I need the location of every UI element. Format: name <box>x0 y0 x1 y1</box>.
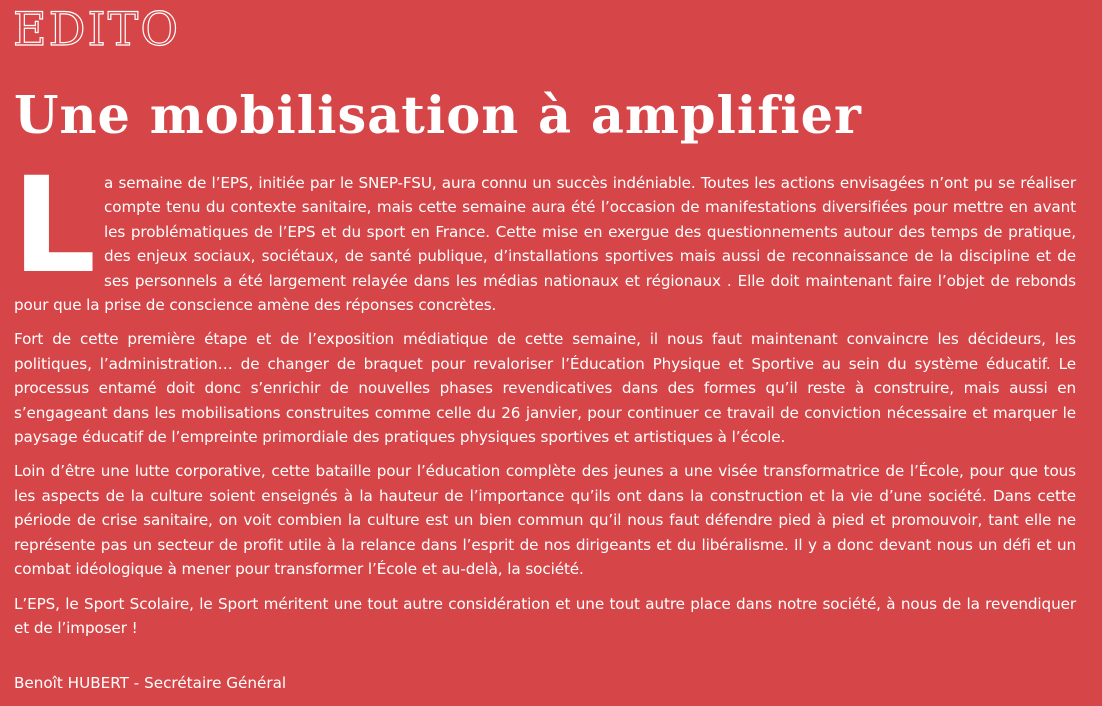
author-signature: Benoît HUBERT - Secrétaire Général <box>14 674 287 692</box>
paragraph-4: L’EPS, le Sport Scolaire, le Sport méritent une tout autre considération et une tout autre place dans notre société, à nous de la revendiquer et de l’imposer ! <box>14 594 1076 637</box>
paragraph-3: Loin d’être une lutte corporative, cette bataille pour l’éducation complète des jeunes a une visée transformatrice de l’École, pour que tous les aspects de la culture soient enseignés à la hauteur de l’importance qu’ils ont dans la construction et la vie d’une société. Dans cette période de crise sanitaire, on voit combien la culture est un bien commun qu’il nous faut défendre pied à pied et promouvoir, tant elle ne représente pas un secteur de profit utile à la relance dans l’esprit de nos dirigeants et du libéralisme. Il y a donc devant nous un défi et un combat idéologique à mener pour transformer l’École et au-delà, la société. <box>14 462 1076 579</box>
paragraph-2: Fort de cette première étape et de l’exposition médiatique de cette semaine, il nous faut maintenant convaincre les décideurs, les politiques, l’administration… de changer de braquet pour revaloriser l’Éducation Physique et Sportive au sein du système éducatif. Le processus entamé doit donc s’enrichir de nouvelles phases revendicatives dans des formes qu’il reste à construire, mais aussi en s’engageant dans les mobilisations construites comme celle du 26 janvier, pour continuer ce travail de conviction nécessaire et marquer le paysage éducatif de l’empreinte primordiale des pratiques physiques sportives et artistiques à l’école. <box>14 330 1076 447</box>
section-label: EDITO <box>13 2 181 56</box>
paragraph-1-text: a semaine de l’EPS, initiée par le SNEP-FSU, aura connu un succès indéniable. Toutes les actions envisagées n’ont pu se réaliser compte tenu du contexte sanitaire, mais cette semaine aura été l’occasion de manifestations diversifiées pour mettre en avant les problématiques de l’EPS et du sport en France. Cette mise en exergue des questionnements autour des temps de pratique, des enjeux sociaux, sociétaux, de santé publique, d’installations sportives mais aussi de reconnaissance de la discipline et de ses personnels a été largement relayée dans les médias nationaux et régionaux . Elle doit maintenant faire l’objet de rebonds pour que la prise de conscience amène des réponses concrètes. <box>14 174 1076 315</box>
drop-cap: L <box>12 149 97 303</box>
paragraph-1 <box>12 149 1076 317</box>
article-headline: Une mobilisation à amplifier <box>14 86 862 146</box>
article-body <box>12 149 1076 650</box>
